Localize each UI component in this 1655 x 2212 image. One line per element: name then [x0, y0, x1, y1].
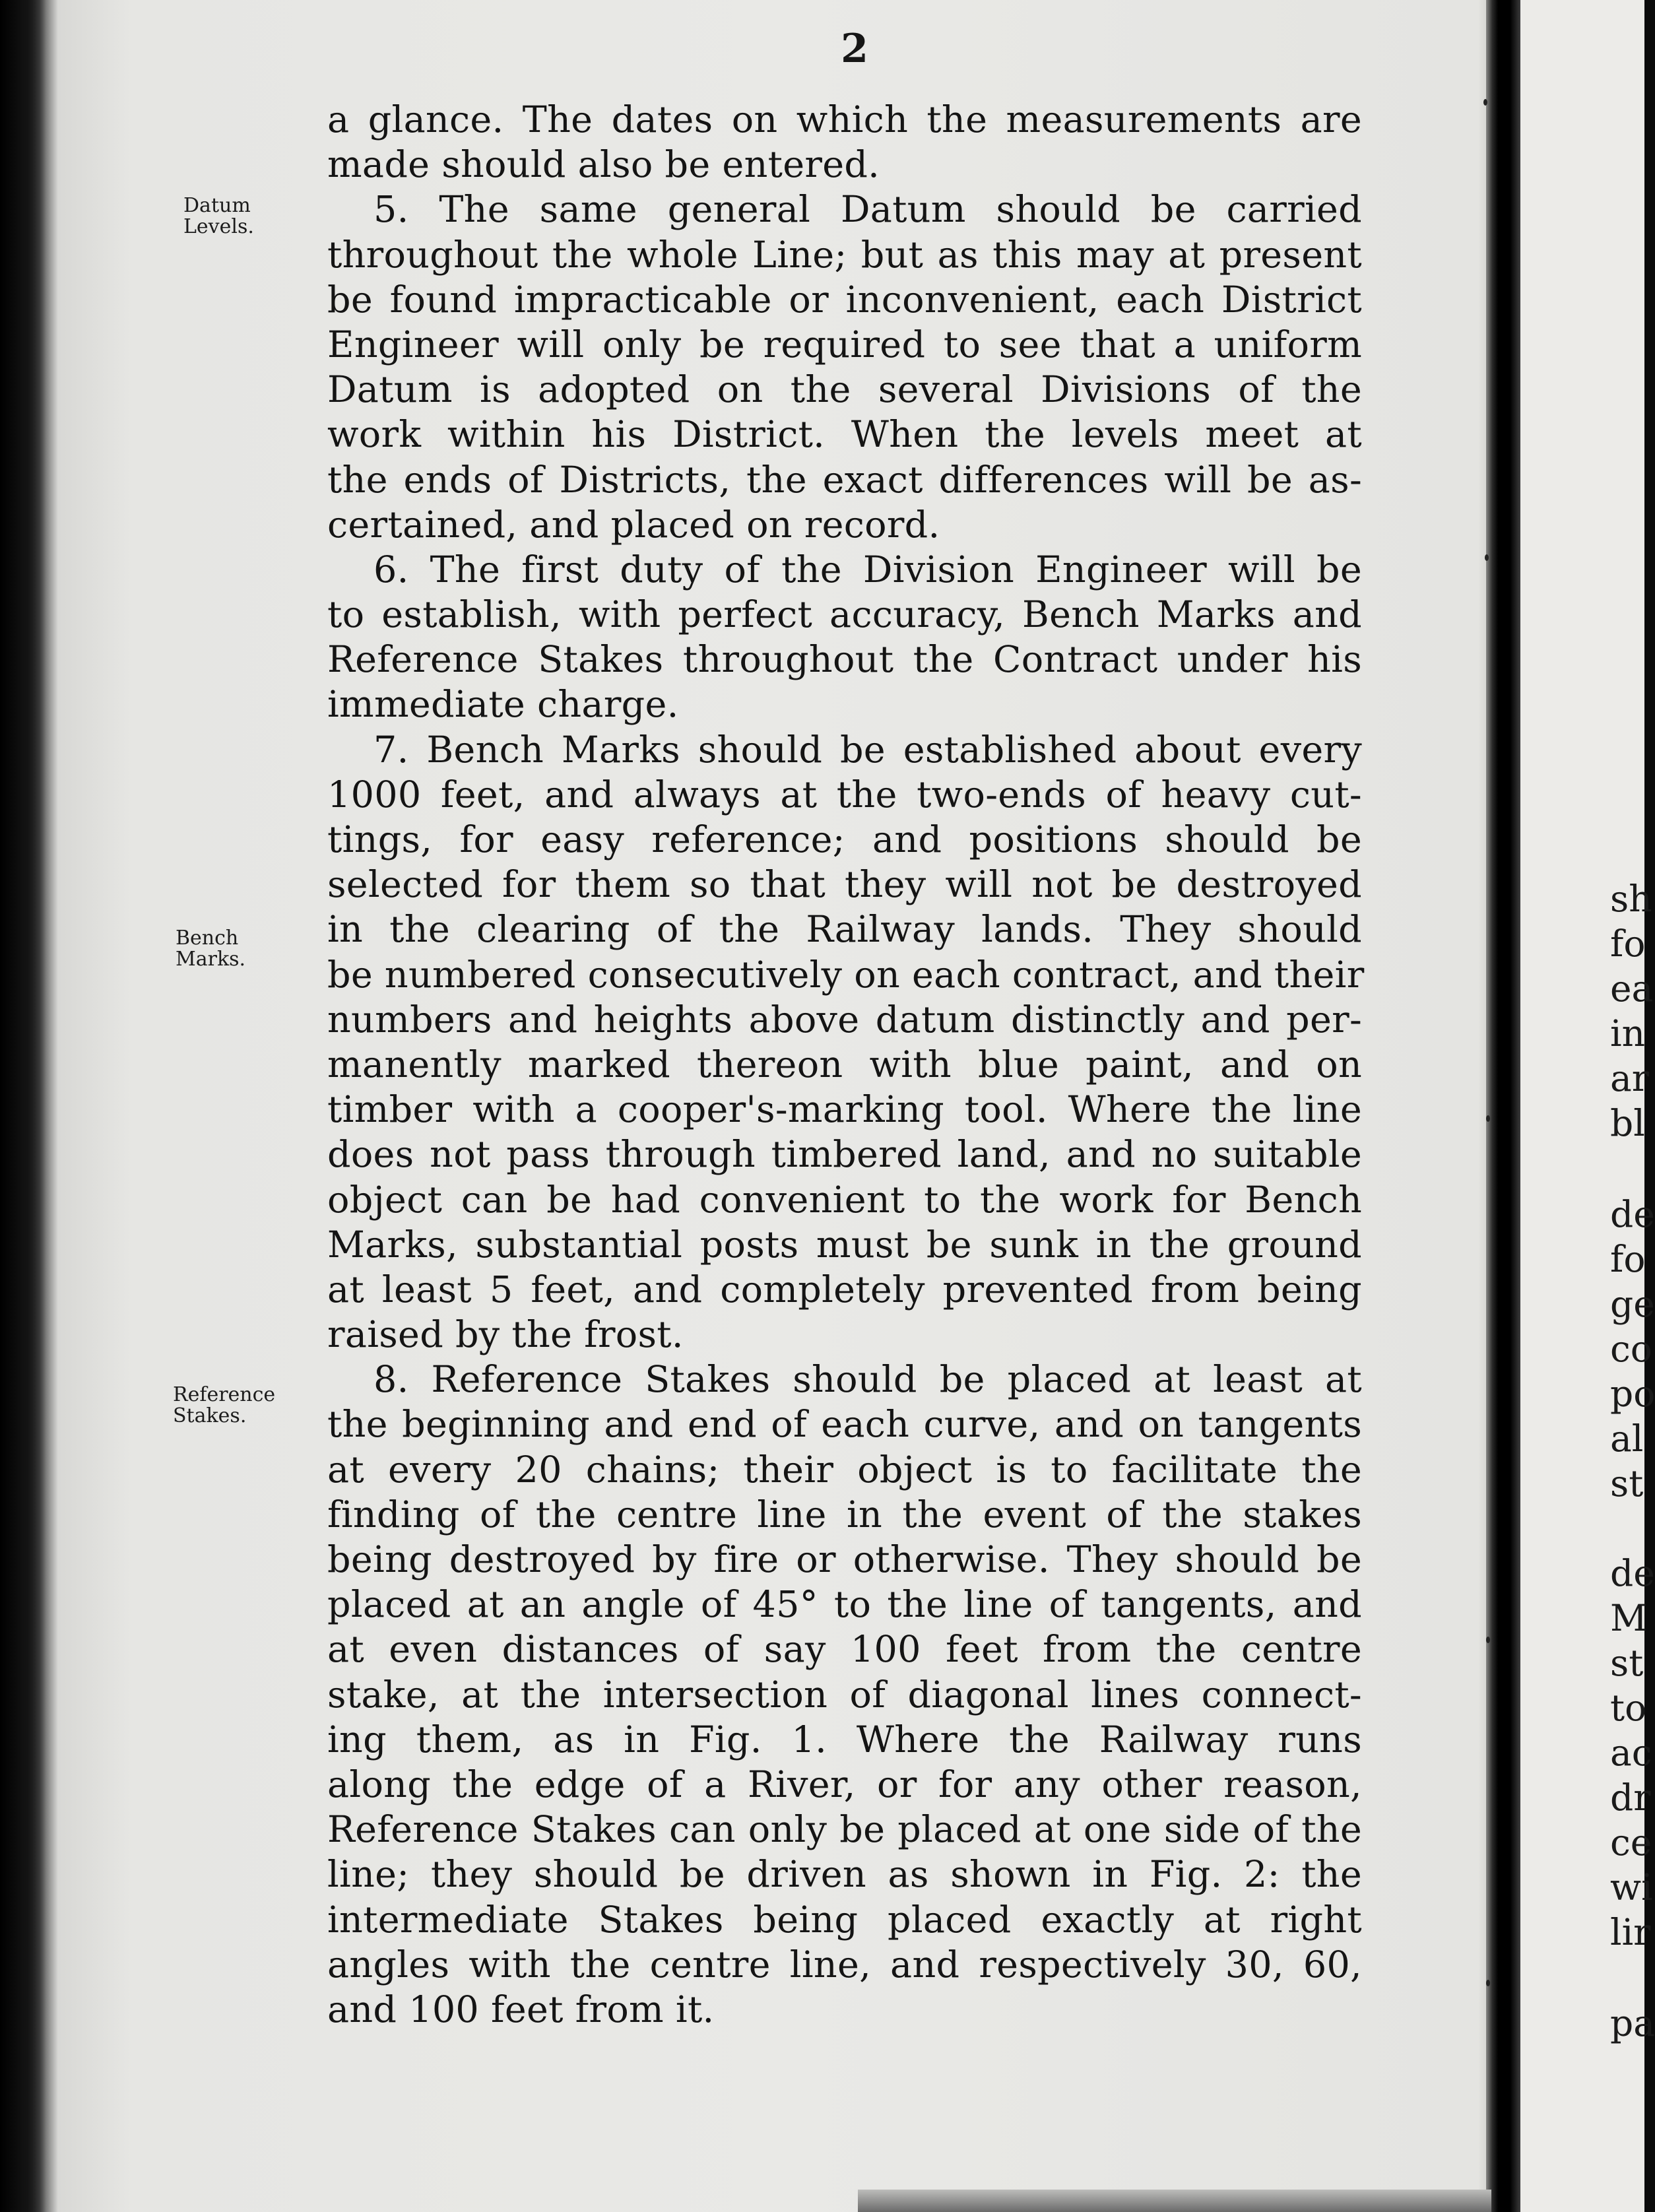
- text-line: in the clearing of the Railway lands. They should: [327, 908, 1362, 952]
- text-line: angles with the centre line, and respectively 30, 60,: [327, 1943, 1362, 1986]
- text-line: and 100 feet from it.: [327, 1988, 715, 2031]
- text-line: intermediate Stakes being placed exactly at right: [327, 1898, 1362, 1941]
- text-line: a glance. The dates on which the measurements are: [327, 98, 1362, 141]
- facing-page-fragment: al: [1610, 1417, 1644, 1460]
- text-line: Reference Stakes can only be placed at one side of the: [327, 1808, 1362, 1852]
- scan-speck: [1486, 1115, 1490, 1122]
- text-line: immediate charge.: [327, 683, 679, 727]
- text-line: Marks, substantial posts must be sunk in the ground: [327, 1223, 1362, 1266]
- text-line: at even distances of say 100 feet from the centre: [327, 1628, 1362, 1672]
- facing-page-fragment: ar: [1610, 1057, 1650, 1099]
- facing-page-fragment: pa: [1610, 2002, 1655, 2044]
- facing-page-fragment: ea: [1610, 967, 1654, 1010]
- text-line: does not pass through timbered land, and no suitable: [327, 1133, 1362, 1177]
- text-line: be numbered consecutively on each contract, and their: [327, 953, 1365, 996]
- margin-note-bench-marks: Bench Marks.: [176, 927, 246, 971]
- text-line: line; they should be driven as shown in Fig. 2: the: [327, 1853, 1362, 1897]
- text-line: ing them, as in Fig. 1. Where the Railway runs: [327, 1718, 1362, 1761]
- text-line: 8. Reference Stakes should be placed at least at: [373, 1358, 1362, 1402]
- facing-page-fragment: to: [1610, 1687, 1647, 1729]
- facing-page-fragment: st: [1610, 1462, 1644, 1505]
- facing-page-fragment: de: [1610, 1552, 1655, 1594]
- text-line: Datum is adopted on the several Divisions of the: [327, 368, 1362, 412]
- text-line: timber with a cooper's-marking tool. Where the line: [327, 1088, 1362, 1132]
- facing-page-fragment: fo: [1610, 923, 1646, 965]
- facing-page-fragment: ac: [1610, 1732, 1652, 1774]
- text-line: work within his District. When the levels meet at: [327, 413, 1362, 457]
- text-line: at least 5 feet, and completely prevented from being: [327, 1268, 1362, 1311]
- text-line: object can be had convenient to the work for Bench: [327, 1178, 1362, 1221]
- text-line: tings, for easy reference; and positions should be: [327, 818, 1362, 861]
- facing-page-fragment: fo: [1610, 1238, 1646, 1280]
- text-line: Reference Stakes throughout the Contract under his: [327, 638, 1362, 682]
- body-text: [327, 98, 1365, 2033]
- facing-page-fragment: po: [1610, 1373, 1655, 1415]
- text-line: made should also be entered.: [327, 143, 880, 187]
- text-line: 6. The first duty of the Division Engineer will be: [373, 548, 1362, 591]
- facing-page-fragment: M: [1610, 1597, 1648, 1639]
- text-line: being destroyed by fire or otherwise. They should be: [327, 1538, 1362, 1581]
- text-line: the ends of Districts, the exact differences will be as-: [327, 458, 1362, 502]
- scan-speck: [1485, 554, 1489, 561]
- text-line: 7. Bench Marks should be established about every: [373, 728, 1362, 771]
- book-gutter: [1486, 0, 1520, 2212]
- facing-page-fragment: ce: [1610, 1821, 1652, 1864]
- scan-speck: [1486, 1637, 1490, 1643]
- text-line: 1000 feet, and always at the two-ends of heavy cut-: [327, 773, 1362, 816]
- text-line: manently marked thereon with blue paint, and on: [327, 1043, 1362, 1086]
- text-line: placed at an angle of 45° to the line of tangents, and: [327, 1583, 1362, 1627]
- text-line: throughout the whole Line; but as this may at present: [327, 233, 1362, 276]
- scan-speck: [1486, 1980, 1490, 1986]
- facing-page-fragment: dr: [1610, 1776, 1651, 1819]
- facing-page-fragment: st: [1610, 1642, 1644, 1684]
- text-line: at every 20 chains; their object is to facilitate the: [327, 1448, 1362, 1491]
- text-line: stake, at the intersection of diagonal lines connect-: [327, 1673, 1362, 1716]
- text-line: be found impracticable or inconvenient, each District: [327, 278, 1362, 321]
- facing-page-fragment: wi: [1610, 1866, 1653, 1908]
- text-line: along the edge of a River, or for any other reason,: [327, 1763, 1362, 1806]
- left-scan-edge: [0, 0, 46, 2212]
- facing-page-fragment: co: [1610, 1328, 1652, 1370]
- text-line: to establish, with perfect accuracy, Bench Marks and: [327, 593, 1362, 637]
- text-line: certained, and placed on record.: [327, 503, 940, 546]
- facing-page-fragment: ge: [1610, 1283, 1655, 1325]
- facing-page-fragment: bl: [1610, 1102, 1645, 1144]
- page-number: 2: [841, 26, 868, 72]
- facing-page-fragment: lir: [1610, 1911, 1651, 1953]
- text-line: numbers and heights above datum distinctly and per-: [327, 998, 1362, 1041]
- scan-speck: [1483, 99, 1487, 106]
- margin-note-reference-stakes: Reference Stakes.: [173, 1383, 276, 1427]
- text-line: finding of the centre line in the event of the stakes: [327, 1493, 1362, 1536]
- text-line: Engineer will only be required to see that a uniform: [327, 323, 1362, 366]
- text-line: selected for them so that they will not be destroyed: [327, 863, 1362, 907]
- margin-note-datum-levels: Datum Levels.: [183, 194, 254, 238]
- facing-page-fragment: de: [1610, 1193, 1655, 1235]
- facing-page-fragment: sh: [1610, 878, 1652, 920]
- facing-page-fragment: in: [1610, 1012, 1646, 1055]
- text-line: the beginning and end of each curve, and on tangents: [327, 1403, 1362, 1447]
- text-line: raised by the frost.: [327, 1313, 684, 1357]
- text-line: 5. The same general Datum should be carried: [373, 188, 1362, 232]
- bottom-page-edge: [858, 2190, 1491, 2212]
